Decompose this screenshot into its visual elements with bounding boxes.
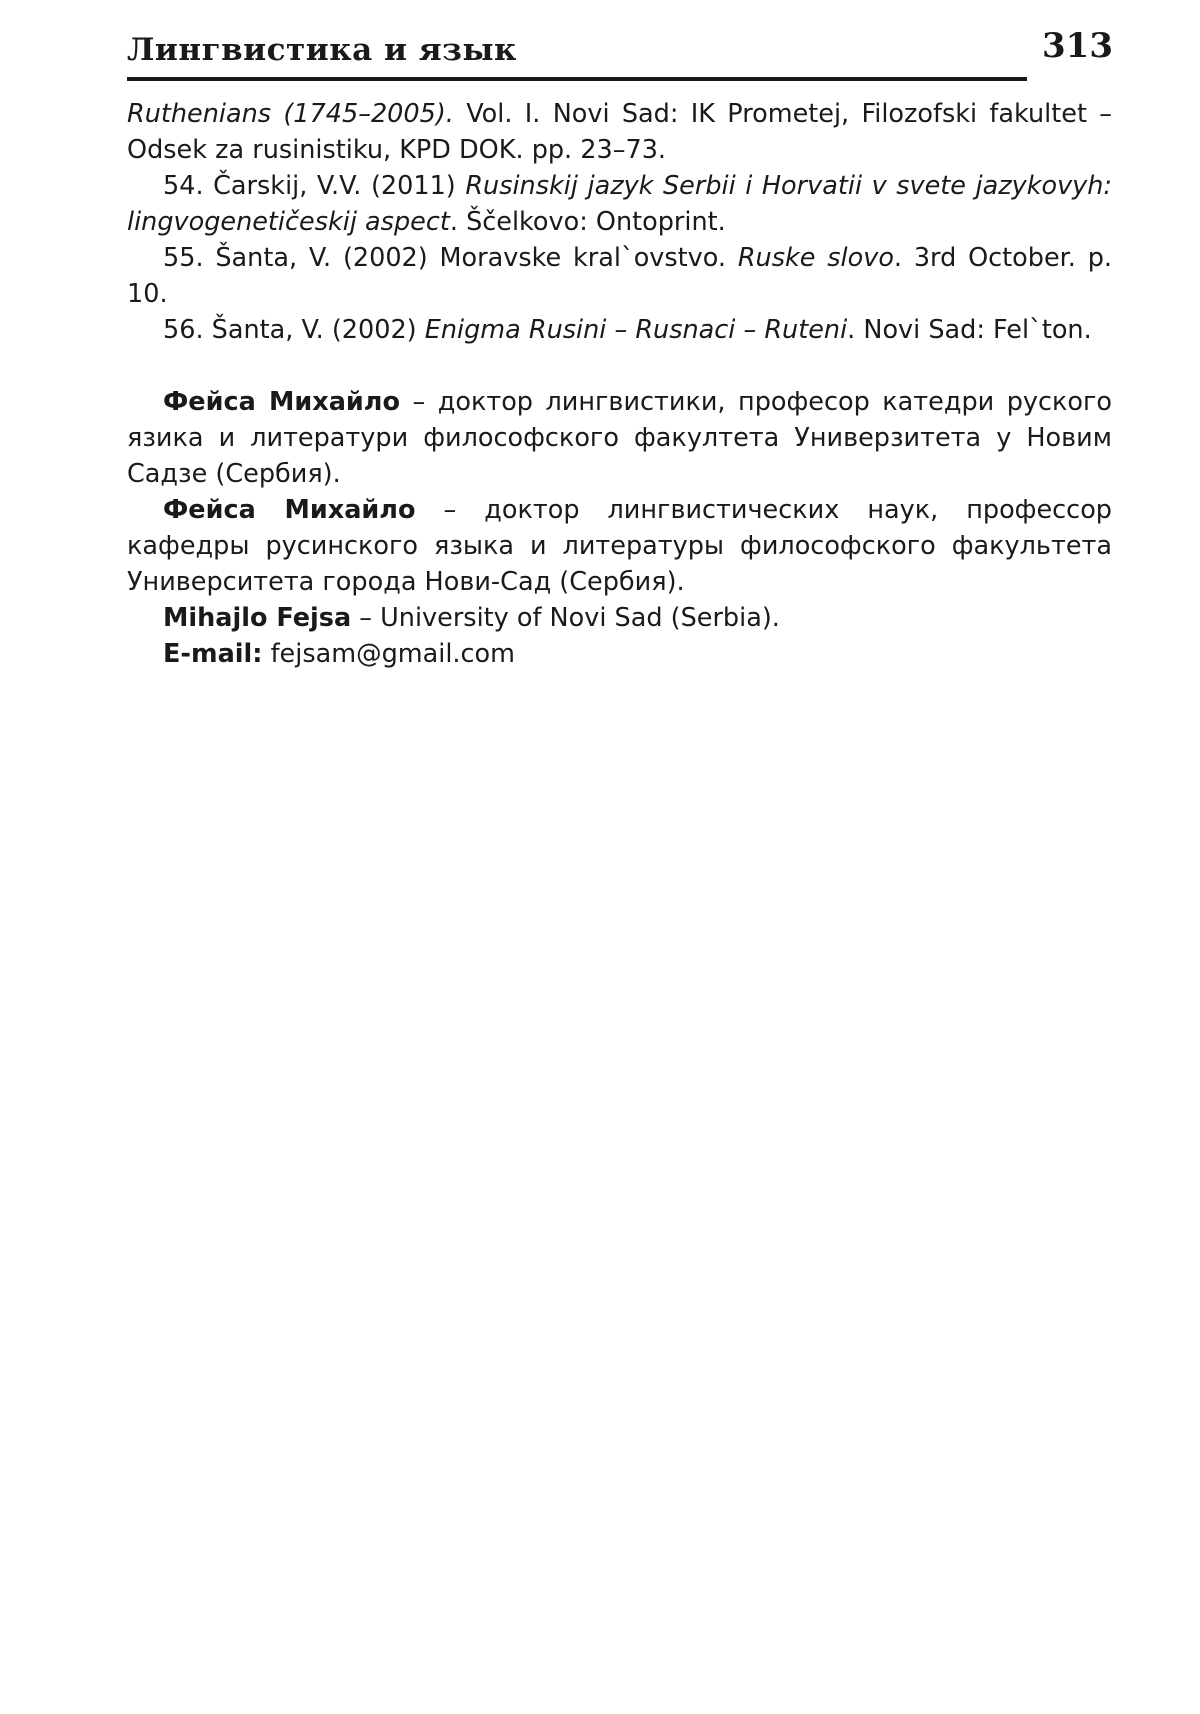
reference-53-continuation xyxy=(127,96,1112,168)
author-bio-english xyxy=(127,600,1112,636)
running-head xyxy=(127,26,1113,76)
page-body xyxy=(127,96,1112,672)
reference-53-details: Vol. I. Novi Sad: IK Prometej, Filozofski fakultet – Odsek za rusinistiku, KPD DOK. pp. 23–73. xyxy=(127,99,1112,165)
page-number: 313 xyxy=(1042,26,1113,66)
author-bio-rusyn-text: – доктор лингвистики, професор катедри руского язика и литератури философского факултета Универзитета у Новим Садзе (Сербия). xyxy=(127,387,1112,489)
reference-56-title: Enigma Rusini – Rusnaci – Ruteni xyxy=(424,315,848,345)
reference-54-details: . Ščelkovo: Ontoprint. xyxy=(449,207,726,237)
reference-54 xyxy=(127,168,1112,240)
header-rule xyxy=(127,77,1027,81)
section-spacer xyxy=(127,348,1112,384)
author-bio-russian-text: – доктор лингвистических наук, профессор кафедры русинского языка и литературы философского факультета Университета города Нови-Сад (Сербия). xyxy=(127,495,1112,597)
reference-56-lead: 56. Šanta, V. (2002) xyxy=(163,315,425,345)
author-bio-russian xyxy=(127,492,1112,600)
reference-55-lead: 55. Šanta, V. (2002) Moravske kral`ovstvo. xyxy=(163,243,738,273)
reference-53-title: Ruthenians (1745–2005). xyxy=(127,99,454,129)
email-label: E-mail: xyxy=(163,639,263,669)
reference-56-details: . Novi Sad: Fel`ton. xyxy=(847,315,1092,345)
reference-55-title: Ruske slovo xyxy=(737,243,894,273)
reference-55 xyxy=(127,240,1112,312)
reference-56 xyxy=(127,312,1112,348)
author-name-english: Mihajlo Fejsa xyxy=(163,603,352,633)
email-address[interactable]: fejsam@gmail.com xyxy=(262,639,515,669)
author-name-russian: Фейса Михайло xyxy=(163,495,416,525)
author-email xyxy=(127,636,1112,672)
author-bio-rusyn xyxy=(127,384,1112,492)
running-title: Лингвистика и язык xyxy=(127,32,517,68)
author-name-rusyn: Фейса Михайло xyxy=(163,387,400,417)
reference-54-lead: 54. Čarskij, V.V. (2011) xyxy=(163,171,466,201)
reference-55-details: . 3rd October. p. 10. xyxy=(127,243,1112,309)
reference-54-title: Rusinskij jazyk Serbii i Horvatii v svete jazykovyh: lingvogenetičeskij aspect xyxy=(127,171,1112,237)
author-bio-english-text: – University of Novi Sad (Serbia). xyxy=(351,603,780,633)
